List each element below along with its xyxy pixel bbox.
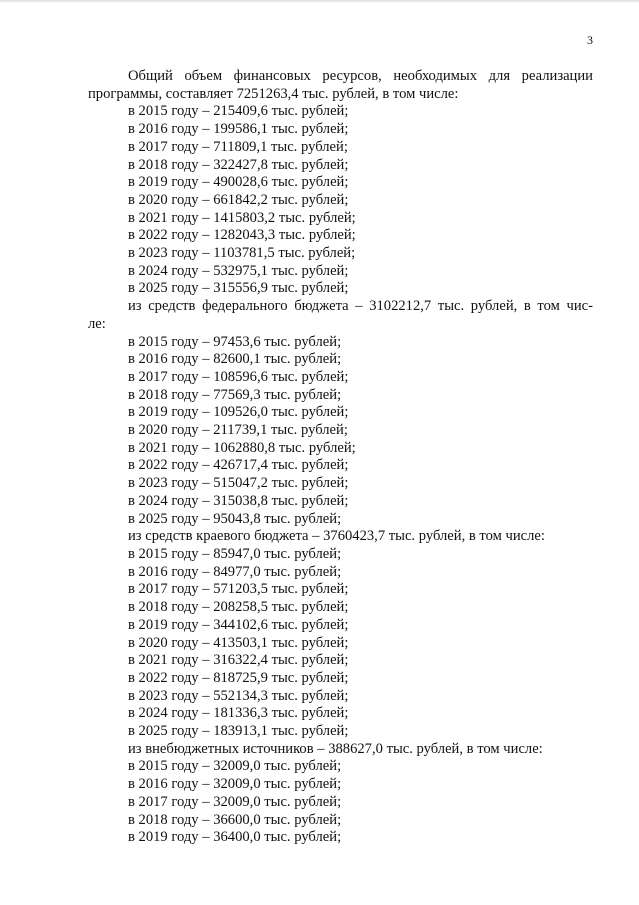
federal-year-item: в 2024 году – 315038,8 тыс. рублей;: [128, 492, 349, 509]
extrabudgetary-year-item: в 2017 году – 32009,0 тыс. рублей;: [128, 793, 342, 810]
total-year-item: в 2017 году – 711809,1 тыс. рублей;: [128, 138, 348, 155]
federal-heading-line-1: из средств федерального бюджета – 3102212,7 тыс. рублей, в том чис-: [128, 298, 593, 315]
total-year-item: в 2018 году – 322427,8 тыс. рублей;: [128, 156, 349, 173]
extrabudgetary-heading: из внебюджетных источников – 388627,0 тыс. рублей, в том числе:: [128, 740, 543, 757]
regional-year-item: в 2021 году – 316322,4 тыс. рублей;: [128, 652, 349, 669]
regional-budget-section: [88, 528, 593, 740]
page-number: 3: [587, 33, 593, 47]
federal-year-item: в 2019 году – 109526,0 тыс. рублей;: [128, 404, 349, 421]
regional-year-item: в 2015 году – 85947,0 тыс. рублей;: [128, 545, 342, 562]
federal-year-item: в 2016 году – 82600,1 тыс. рублей;: [128, 351, 342, 368]
federal-year-item: в 2021 году – 1062880,8 тыс. рублей;: [128, 439, 356, 456]
regional-year-item: в 2022 году – 818725,9 тыс. рублей;: [128, 669, 349, 686]
federal-year-item: в 2023 году – 515047,2 тыс. рублей;: [128, 475, 349, 492]
federal-budget-section: [88, 298, 593, 528]
extrabudgetary-year-item: в 2016 году – 32009,0 тыс. рублей;: [128, 776, 342, 793]
total-year-item: в 2024 году – 532975,1 тыс. рублей;: [128, 262, 349, 279]
federal-year-item: в 2020 году – 211739,1 тыс. рублей;: [128, 422, 348, 439]
regional-year-item: в 2018 году – 208258,5 тыс. рублей;: [128, 599, 349, 616]
total-year-item: в 2016 году – 199586,1 тыс. рублей;: [128, 121, 349, 138]
regional-year-item: в 2017 году – 571203,5 тыс. рублей;: [128, 581, 349, 598]
regional-year-item: в 2020 году – 413503,1 тыс. рублей;: [128, 634, 349, 651]
regional-year-item: в 2019 году – 344102,6 тыс. рублей;: [128, 616, 349, 633]
intro-line-1: Общий объем финансовых ресурсов, необходимых для реализации: [128, 68, 593, 84]
total-year-item: в 2022 году – 1282043,3 тыс. рублей;: [128, 227, 356, 244]
regional-year-item: в 2025 году – 183913,1 тыс. рублей;: [128, 723, 349, 740]
extrabudgetary-year-item: в 2019 году – 36400,0 тыс. рублей;: [128, 829, 342, 846]
total-year-item: в 2023 году – 1103781,5 тыс. рублей;: [128, 245, 356, 262]
extrabudgetary-year-item: в 2018 году – 36600,0 тыс. рублей;: [128, 811, 342, 828]
federal-year-item: в 2025 году – 95043,8 тыс. рублей;: [128, 510, 342, 527]
extrabudgetary-year-item: в 2015 году – 32009,0 тыс. рублей;: [128, 758, 342, 775]
total-year-item: в 2021 году – 1415803,2 тыс. рублей;: [128, 209, 356, 226]
federal-year-item: в 2022 году – 426717,4 тыс. рублей;: [128, 457, 349, 474]
federal-heading-line-2: ле:: [88, 315, 106, 332]
regional-year-item: в 2024 году – 181336,3 тыс. рублей;: [128, 705, 349, 722]
page-body: [88, 68, 593, 847]
regional-heading: из средств краевого бюджета – 3760423,7 тыс. рублей, в том числе:: [128, 528, 545, 545]
federal-year-item: в 2018 году – 77569,3 тыс. рублей;: [128, 386, 342, 403]
total-by-year-list: [88, 103, 593, 298]
page-top-edge: [0, 0, 639, 3]
regional-year-item: в 2023 году – 552134,3 тыс. рублей;: [128, 687, 349, 704]
total-year-item: в 2019 году – 490028,6 тыс. рублей;: [128, 174, 349, 191]
total-year-item: в 2020 году – 661842,2 тыс. рублей;: [128, 191, 349, 208]
total-year-item: в 2015 году – 215409,6 тыс. рублей;: [128, 103, 349, 120]
federal-year-item: в 2015 году – 97453,6 тыс. рублей;: [128, 333, 342, 350]
regional-year-item: в 2016 году – 84977,0 тыс. рублей;: [128, 563, 342, 580]
intro-paragraph: [88, 68, 593, 103]
total-year-item: в 2025 году – 315556,9 тыс. рублей;: [128, 280, 349, 297]
federal-year-item: в 2017 году – 108596,6 тыс. рублей;: [128, 368, 349, 385]
extrabudgetary-section: [88, 741, 593, 847]
intro-line-2: программы, составляет 7251263,4 тыс. рублей, в том числе:: [88, 85, 459, 102]
